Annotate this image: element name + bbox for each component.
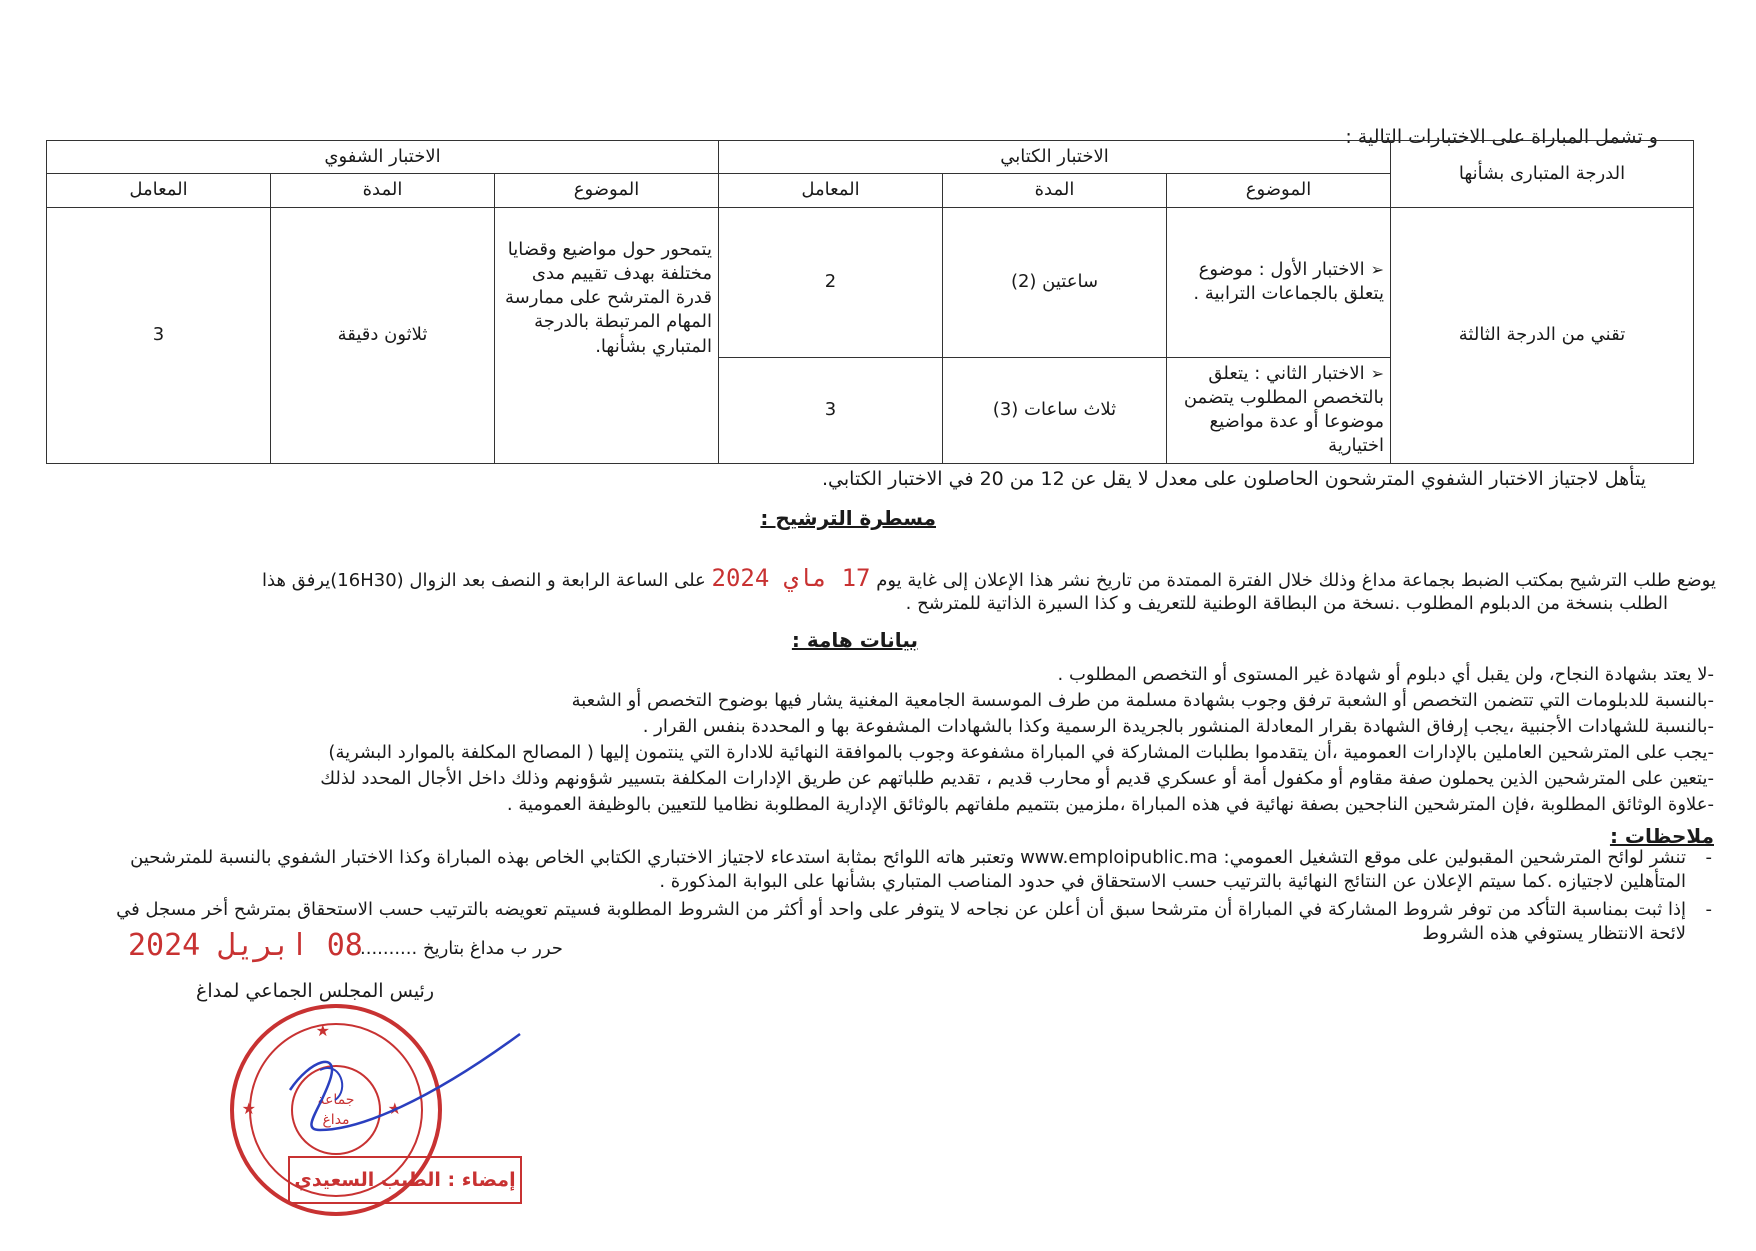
svg-text:★: ★ bbox=[315, 1021, 330, 1040]
oral-eligibility-note: يتأهل لاجتياز الاختبار الشفوي المترشحون الحاصلون على معدل لا يقل عن 12 من 20 في الاختبار الكتابي. bbox=[821, 468, 1646, 490]
svg-text:★: ★ bbox=[241, 1099, 256, 1118]
procedure-title: مسطرة الترشيح : bbox=[760, 506, 936, 530]
oral-coef-header: المعامل bbox=[47, 174, 271, 207]
remark-bullet: - bbox=[1705, 899, 1712, 920]
written-duration-2: ثلاث ساعات (3) bbox=[943, 357, 1167, 463]
oral-subject-header: الموضوع bbox=[495, 174, 719, 207]
remark-item: - تنشر لوائح المترشحين المقبولين على موقع التشغيل العمومي: www.emploipublic.ma وتعتبر هاته اللوائح بمثابة استدعاء لاجتياز الاختباري الكتابي الخاص بهذه المباراة وكذا الاختبار الشفوي بالنسبة للمترشحين المتأهلين لاجتيازه .كما سيتم الإعلان عن النتائج النهائية بالترتيب حسب الاستحقاق في حدود المناصب المتباري بشأنها على البوابة المذكورة . bbox=[130, 847, 1712, 892]
rank-header: الدرجة المتبارى بشأنها bbox=[1391, 141, 1694, 208]
arrow-bullet-icon: ➢ bbox=[1370, 363, 1384, 383]
procedure-line-1: يوضع طلب الترشيح بمكتب الضبط بجماعة مداغ وذلك خلال الفترة الممتدة من تاريخ نشر هذا الإعلان إلى غاية يوم 17 ماي 2024 على الساعة الرابعة و النصف بعد الزوال (16H30)يرفق هذا bbox=[262, 564, 1716, 592]
remarks-title: ملاحظات : bbox=[1609, 824, 1714, 848]
written-subject-1: ➢الاختبار الأول : موضوع يتعلق بالجماعات الترابية . bbox=[1167, 207, 1391, 357]
written-coef-header: المعامل bbox=[719, 174, 943, 207]
written-subject-2: ➢الاختبار الثاني : يتعلق بالتخصص المطلوب يتضمن موضوعا أو عدة مواضيع اختيارية bbox=[1167, 357, 1391, 463]
oral-duration-header: المدة bbox=[271, 174, 495, 207]
signature-icon bbox=[280, 1030, 540, 1150]
deadline-date: 17 ماي 2024 bbox=[711, 564, 871, 592]
exams-table bbox=[46, 140, 1694, 464]
svg-text:مداغ: مداغ bbox=[322, 1112, 350, 1128]
intro-text: و تشمل المباراة على الاختبارات التالية : bbox=[1345, 126, 1658, 148]
council-president: رئيس المجلس الجماعي لمداغ bbox=[196, 980, 435, 1002]
written-subject-header: الموضوع bbox=[1167, 174, 1391, 207]
written-duration-1: ساعتين (2) bbox=[943, 207, 1167, 357]
remark-bullet: - bbox=[1705, 847, 1712, 868]
important-item: -بالنسبة للشهادات الأجنبية ،يجب إرفاق الشهادة بقرار المعادلة المنشور بالجريدة الرسمية وكذا بالشهادات المشفوعة بها و المحددة بنفس القرار . bbox=[642, 716, 1714, 737]
signed-at: حرر ب مداغ بتاريخ .......... bbox=[360, 938, 563, 959]
written-header: الاختبار الكتابي bbox=[719, 141, 1391, 174]
important-title: بيانات هامة : bbox=[791, 628, 918, 652]
important-item: -يجب على المترشحين العاملين بالإدارات العمومية ،أن يتقدموا بطلبات المشاركة في المباراة مشفوعة وجوب بالموافقة النهائية للادارة التي ينتمون إليها ( المصالح المكلفة بالموارد البشرية) bbox=[328, 742, 1714, 763]
written-duration-header: المدة bbox=[943, 174, 1167, 207]
remark-item: - إذا ثبت بمناسبة التأكد من توفر شروط المشاركة في المباراة أن مترشحا سبق أن أعلن عن نجاحه لا يتوفر على واحد أو أكثر من الشروط المطلوبة فسيتم تعويضه بالترتيب حسب الاستحقاق بمترشح أخر مسجل في لائحة الانتظار يستوفي هذه الشروط bbox=[116, 899, 1712, 944]
oral-subject: يتمحور حول مواضيع وقضايا مختلفة بهدف تقييم مدى قدرة المترشح على ممارسة المهام المرتبطة بالدرجة المتباري بشأنها. bbox=[495, 207, 719, 463]
important-item: -لا يعتد بشهادة النجاح، ولن يقبل أي دبلوم أو شهادة غير المستوى أو التخصص المطلوب . bbox=[1057, 664, 1714, 685]
oral-duration: ثلاثون دقيقة bbox=[271, 207, 495, 463]
important-item: -بالنسبة للدبلومات التي تتضمن التخصص أو الشعبة ترفق وجوب بشهادة مسلمة من طرف الموسسة الجامعية المغنية يشار فيها بوضوح التخصص أو الشعبة bbox=[571, 690, 1714, 711]
oral-header: الاختبار الشفوي bbox=[47, 141, 719, 174]
important-item: -يتعين على المترشحين الذين يحملون صفة مقاوم أو مكفول أمة أو عسكري قديم أو محارب قديم ، تقديم طلباتهم عن طريق الإدارات المكلفة بتسيير شؤونهم وذلك داخل الأجال المحدد لذلك bbox=[320, 768, 1714, 789]
svg-text:★: ★ bbox=[387, 1099, 402, 1118]
rank-cell: تقني من الدرجة الثالثة bbox=[1391, 207, 1694, 463]
signed-date: 08 ابريل 2024 bbox=[128, 928, 363, 963]
arrow-bullet-icon: ➢ bbox=[1370, 259, 1384, 279]
procedure-line-2: الطلب بنسخة من الدبلوم المطلوب .نسخة من البطاقة الوطنية للتعريف و كذا السيرة الذاتية للمترشح . bbox=[905, 593, 1668, 614]
written-coef-2: 3 bbox=[719, 357, 943, 463]
oral-coef: 3 bbox=[47, 207, 271, 463]
svg-text:جماعة: جماعة bbox=[317, 1092, 355, 1108]
signature-box: إمضاء : الطيب السعيدي bbox=[288, 1156, 522, 1204]
important-item: -علاوة الوثائق المطلوبة ،فإن المترشحين الناجحين بصفة نهائية في هذه المباراة ،ملزمين بتتميم ملفاتهم بالوثائق الإدارية المطلوبة نظاميا للتعيين بالوظيفة العمومية . bbox=[506, 794, 1714, 815]
written-coef-1: 2 bbox=[719, 207, 943, 357]
